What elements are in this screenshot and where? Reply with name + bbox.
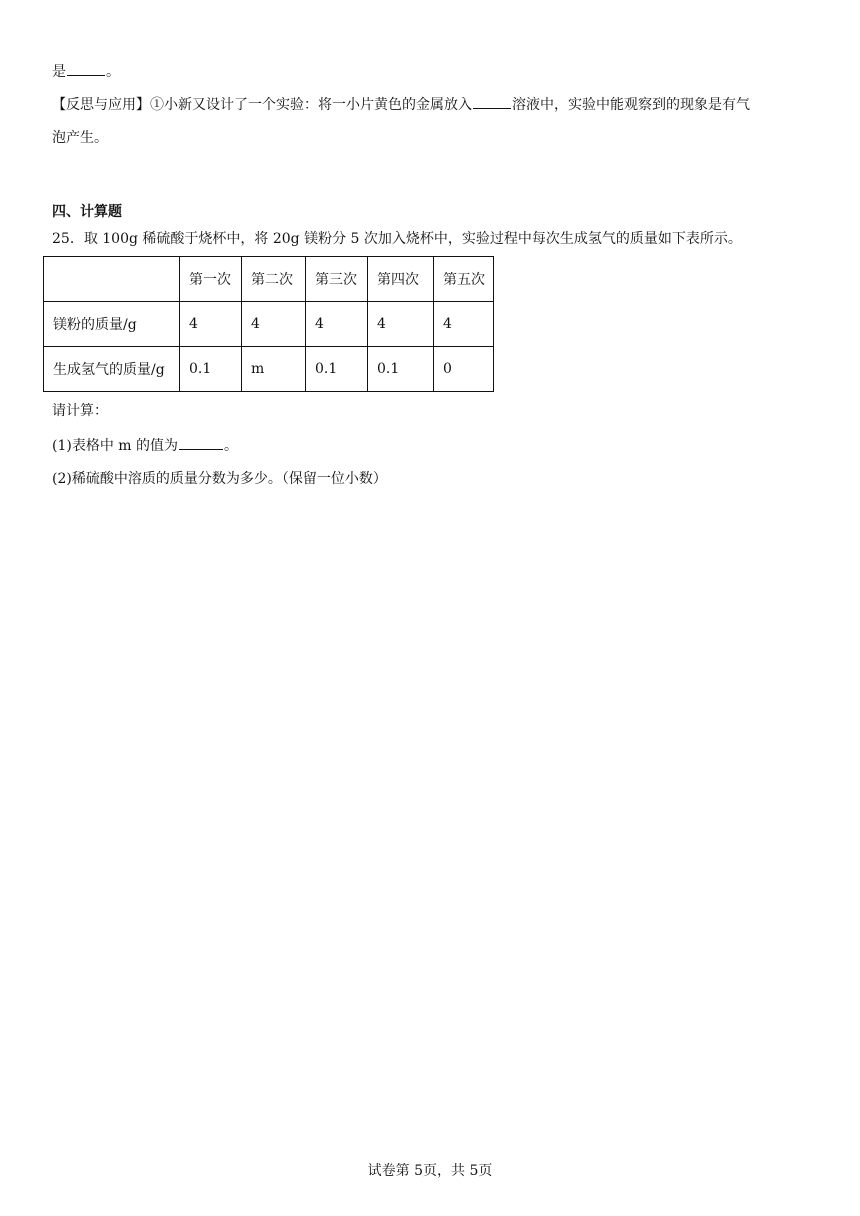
table-row xyxy=(44,347,494,392)
page-footer: 试卷第 5页，共 5页 xyxy=(367,1163,493,1179)
table-cell: 0 xyxy=(434,347,494,392)
reflection-line xyxy=(52,94,750,115)
sub1-end: 。 xyxy=(224,438,239,454)
table-cell: 第二次 xyxy=(242,257,306,302)
table-cell: 第四次 xyxy=(368,257,434,302)
table-row xyxy=(44,302,494,347)
table-cell: 生成氢气的质量/g xyxy=(44,347,180,392)
table-cell: 第一次 xyxy=(180,257,242,302)
table-cell: 0.1 xyxy=(306,347,368,392)
sub1-text: (1)表格中 m 的值为 xyxy=(52,438,179,454)
data-table xyxy=(43,256,494,392)
table-cell: 4 xyxy=(180,302,242,347)
reflection-line-cont xyxy=(52,128,108,148)
reflection-text-c: 泡产生。 xyxy=(52,130,108,146)
answer-line-1 xyxy=(52,61,120,82)
line1-end: 。 xyxy=(106,64,120,80)
table-cell: 4 xyxy=(434,302,494,347)
question-25-stem: 25．取 100g 稀硫酸于烧杯中，将 20g 镁粉分 5 次加入烧杯中，实验过程中每次生成氢气的质量如下表所示。 xyxy=(52,231,742,247)
table-cell: 4 xyxy=(306,302,368,347)
sub-question-1 xyxy=(52,435,238,456)
fill-blank[interactable] xyxy=(179,435,223,450)
table-cell: 镁粉的质量/g xyxy=(44,302,180,347)
section-title: 四、计算题 xyxy=(52,204,122,220)
table-cell: 第三次 xyxy=(306,257,368,302)
sub-question-2: (2)稀硫酸中溶质的质量分数为多少。（保留一位小数） xyxy=(52,471,387,487)
table-cell: 第五次 xyxy=(434,257,494,302)
table-cell: 4 xyxy=(242,302,306,347)
fill-blank[interactable] xyxy=(67,61,105,76)
line1-text: 是 xyxy=(52,64,66,80)
table-cell xyxy=(44,257,180,302)
table-cell: m xyxy=(242,347,306,392)
table-cell: 0.1 xyxy=(368,347,434,392)
reflection-text-a: 【反思与应用】①小新又设计了一个实验：将一小片黄色的金属放入 xyxy=(52,97,472,113)
table-row xyxy=(44,257,494,302)
calc-prompt: 请计算： xyxy=(52,403,108,419)
reflection-text-b: 溶液中，实验中能观察到的现象是有气 xyxy=(512,97,750,113)
table-cell: 0.1 xyxy=(180,347,242,392)
fill-blank[interactable] xyxy=(473,94,511,109)
table-cell: 4 xyxy=(368,302,434,347)
